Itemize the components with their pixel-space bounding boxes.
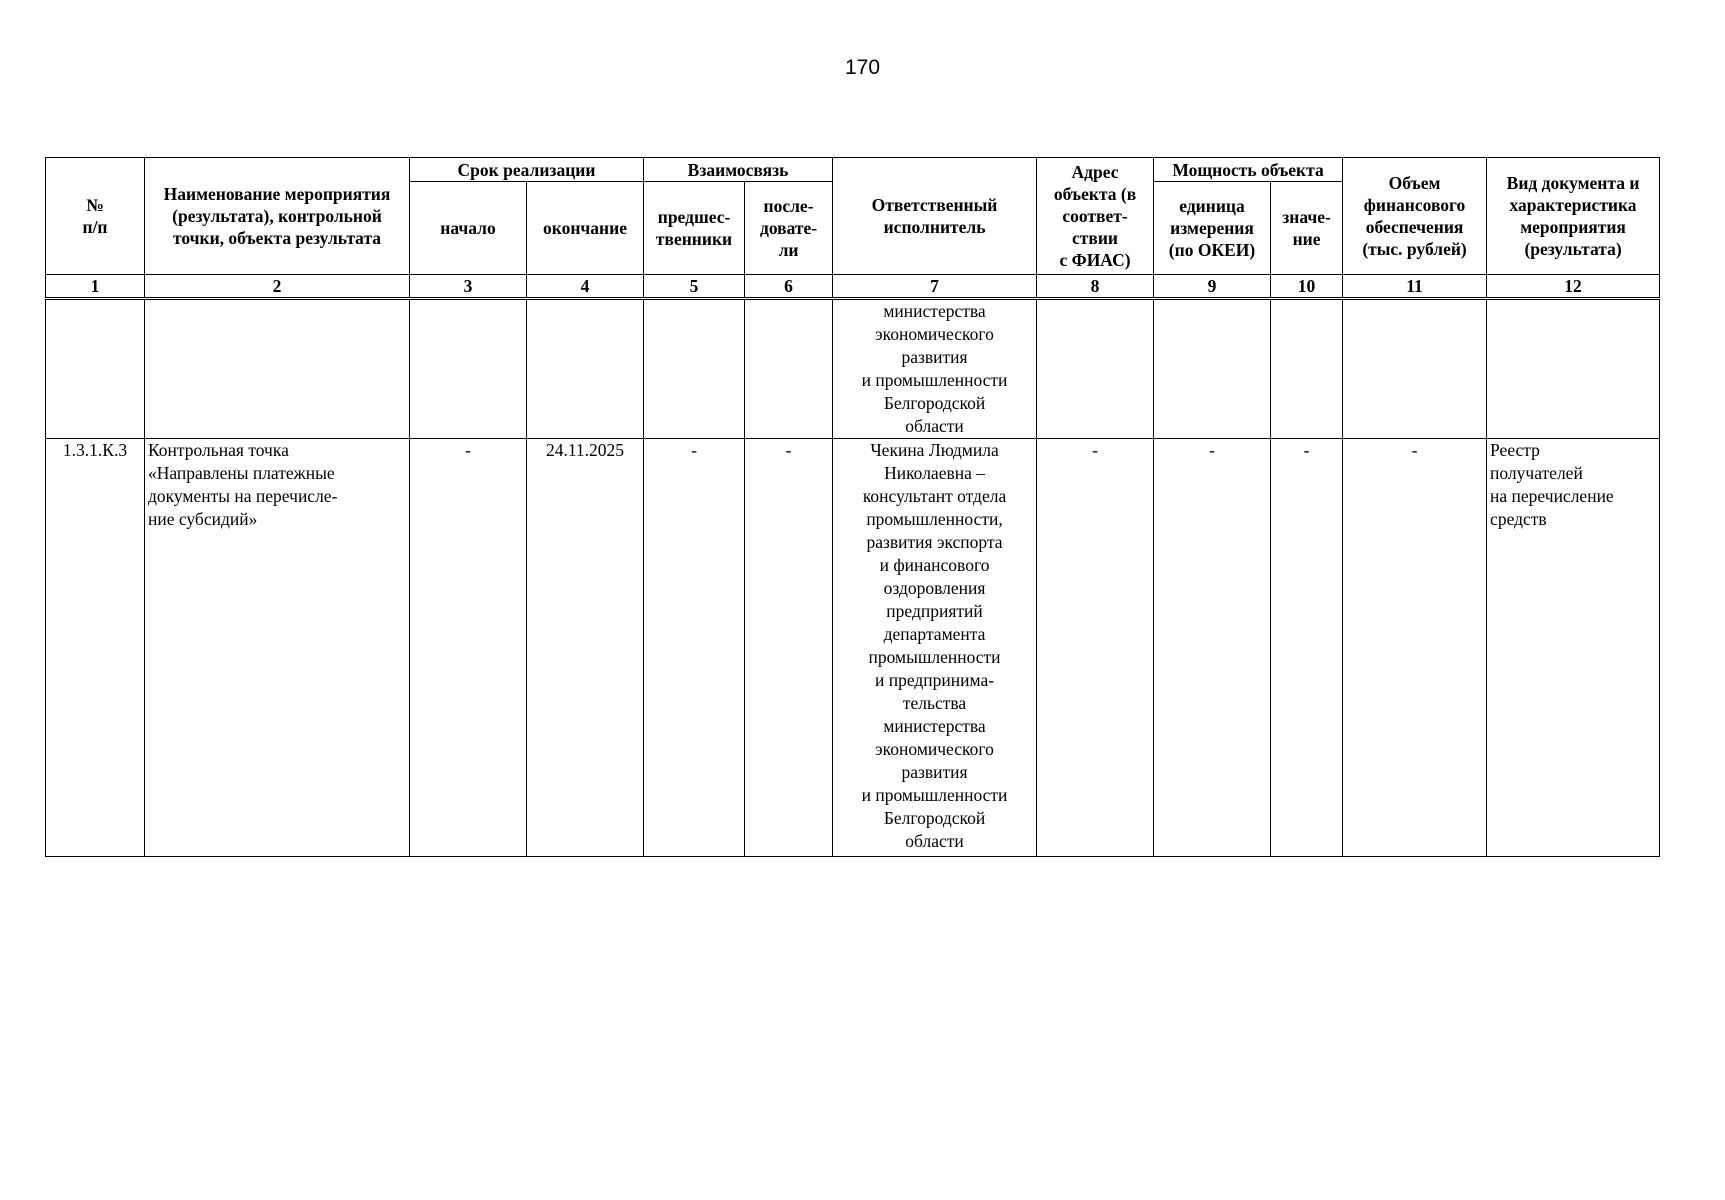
column-number: 12 xyxy=(1487,275,1660,299)
cell-start xyxy=(410,299,527,439)
header-link-group: Взаимосвязь xyxy=(644,158,833,182)
column-number: 1 xyxy=(46,275,145,299)
header-capacity-value: значе- ние xyxy=(1271,182,1343,275)
cell-doc xyxy=(1487,299,1660,439)
activity-plan-table xyxy=(45,157,1660,857)
header-term-end: окончание xyxy=(527,182,644,275)
cell-name xyxy=(145,299,410,439)
column-number: 11 xyxy=(1343,275,1487,299)
cell-value: - xyxy=(1271,439,1343,857)
cell-responsible: министерства экономического развития и промышленности Белгородской области xyxy=(833,299,1037,439)
cell-doc: Реестр получателей на перечисление средств xyxy=(1487,439,1660,857)
cell-end xyxy=(527,299,644,439)
cell-finance xyxy=(1343,299,1487,439)
header-capacity-unit: единица измерения (по ОКЕИ) xyxy=(1154,182,1271,275)
column-number: 3 xyxy=(410,275,527,299)
cell-unit: - xyxy=(1154,439,1271,857)
page-number: 170 xyxy=(844,56,881,79)
cell-responsible: Чекина Людмила Николаевна – консультант отдела промышленности, развития экспорта и финансового оздоровления предприятий департамента промышленности и предпринима- тельства министерства экономического развития и промышленности Белгородской области xyxy=(833,439,1037,857)
header-link-prev: предшес- твенники xyxy=(644,182,745,275)
cell-prev: - xyxy=(644,439,745,857)
column-number: 4 xyxy=(527,275,644,299)
cell-next: - xyxy=(745,439,833,857)
cell-address xyxy=(1037,299,1154,439)
header-responsible: Ответственный исполнитель xyxy=(833,158,1037,275)
column-number: 5 xyxy=(644,275,745,299)
cell-address: - xyxy=(1037,439,1154,857)
column-number: 9 xyxy=(1154,275,1271,299)
cell-name: Контрольная точка «Направлены платежные документы на перечисле- ние субсидий» xyxy=(145,439,410,857)
header-num: № п/п xyxy=(46,158,145,275)
header-finance: Объем финансового обеспечения (тыс. рублей) xyxy=(1343,158,1487,275)
column-number: 10 xyxy=(1271,275,1343,299)
column-number: 7 xyxy=(833,275,1037,299)
table-row xyxy=(46,439,1660,857)
cell-finance: - xyxy=(1343,439,1487,857)
cell-value xyxy=(1271,299,1343,439)
header-term-group: Срок реализации xyxy=(410,158,644,182)
cell-next xyxy=(745,299,833,439)
header-doc: Вид документа и характеристика мероприятия (результата) xyxy=(1487,158,1660,275)
header-name: Наименование мероприятия (результата), контрольной точки, объекта результата xyxy=(145,158,410,275)
column-number: 8 xyxy=(1037,275,1154,299)
cell-start: - xyxy=(410,439,527,857)
header-link-next: после- довате- ли xyxy=(745,182,833,275)
header-capacity-group: Мощность объекта xyxy=(1154,158,1343,182)
cell-num: 1.3.1.К.3 xyxy=(46,439,145,857)
header-term-start: начало xyxy=(410,182,527,275)
column-number: 6 xyxy=(745,275,833,299)
cell-num xyxy=(46,299,145,439)
header-address: Адрес объекта (в соответ- ствии с ФИАС) xyxy=(1037,158,1154,275)
cell-prev xyxy=(644,299,745,439)
cell-end: 24.11.2025 xyxy=(527,439,644,857)
cell-unit xyxy=(1154,299,1271,439)
column-number: 2 xyxy=(145,275,410,299)
table-row xyxy=(46,299,1660,439)
